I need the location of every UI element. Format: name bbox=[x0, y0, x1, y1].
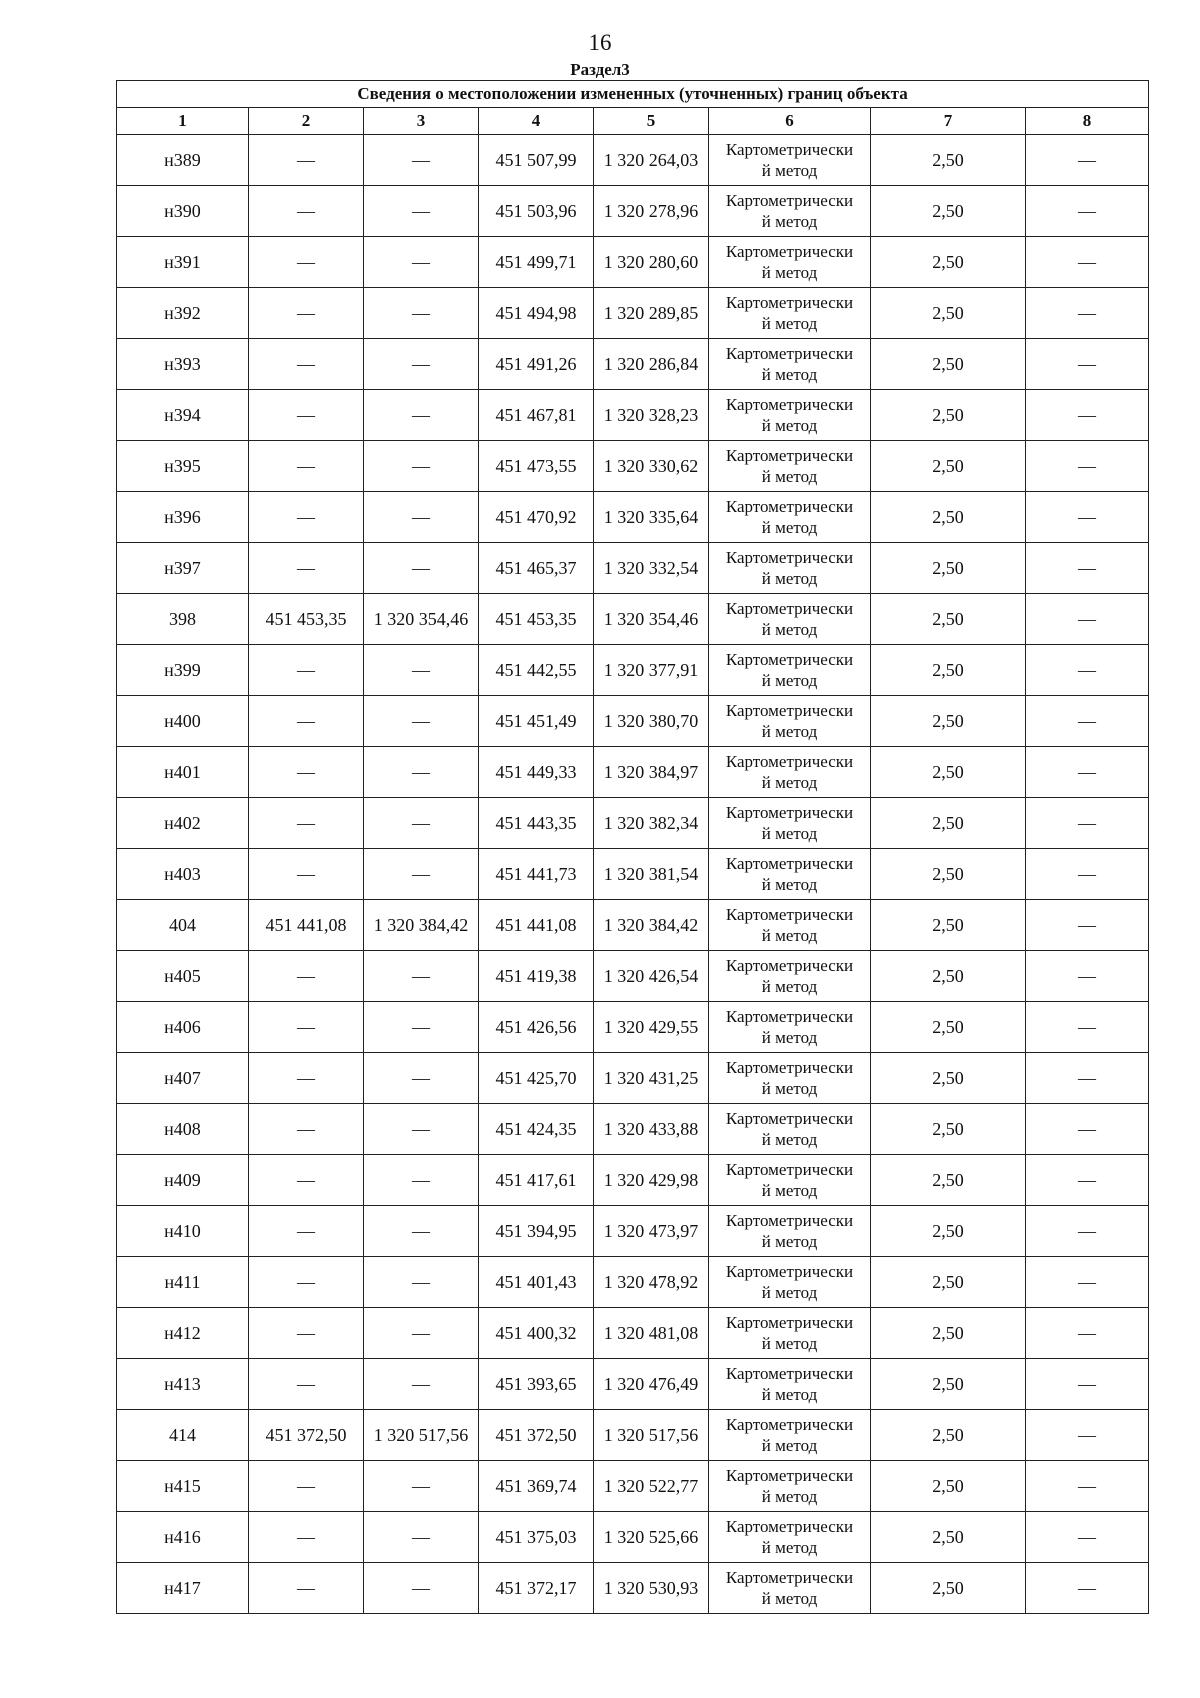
point-number-cell: н393 bbox=[117, 339, 249, 390]
new-y-cell: 1 320 381,54 bbox=[594, 849, 709, 900]
old-x-cell: — bbox=[249, 747, 364, 798]
point-number-cell: н412 bbox=[117, 1308, 249, 1359]
old-y-cell: — bbox=[364, 849, 479, 900]
new-y-cell: 1 320 429,55 bbox=[594, 1002, 709, 1053]
method-cell: Картометрически й метод bbox=[709, 1257, 871, 1308]
description-cell: — bbox=[1026, 441, 1149, 492]
method-cell: Картометрически й метод bbox=[709, 339, 871, 390]
point-number-cell: н392 bbox=[117, 288, 249, 339]
old-y-cell: — bbox=[364, 1257, 479, 1308]
accuracy-cell: 2,50 bbox=[871, 696, 1026, 747]
new-y-cell: 1 320 530,93 bbox=[594, 1563, 709, 1614]
old-y-cell: — bbox=[364, 1512, 479, 1563]
new-y-cell: 1 320 481,08 bbox=[594, 1308, 709, 1359]
description-cell: — bbox=[1026, 288, 1149, 339]
accuracy-cell: 2,50 bbox=[871, 339, 1026, 390]
accuracy-cell: 2,50 bbox=[871, 1512, 1026, 1563]
old-y-cell: — bbox=[364, 1308, 479, 1359]
table-row bbox=[117, 288, 1149, 339]
new-y-cell: 1 320 264,03 bbox=[594, 135, 709, 186]
table-row bbox=[117, 1359, 1149, 1410]
description-cell: — bbox=[1026, 951, 1149, 1002]
old-y-cell: 1 320 384,42 bbox=[364, 900, 479, 951]
new-x-cell: 451 467,81 bbox=[479, 390, 594, 441]
point-number-cell: н396 bbox=[117, 492, 249, 543]
description-cell: — bbox=[1026, 696, 1149, 747]
method-cell: Картометрически й метод bbox=[709, 594, 871, 645]
table-row bbox=[117, 339, 1149, 390]
method-cell: Картометрически й метод bbox=[709, 237, 871, 288]
table-row bbox=[117, 543, 1149, 594]
new-y-cell: 1 320 289,85 bbox=[594, 288, 709, 339]
column-number: 1 bbox=[117, 108, 249, 135]
accuracy-cell: 2,50 bbox=[871, 1206, 1026, 1257]
description-cell: — bbox=[1026, 747, 1149, 798]
description-cell: — bbox=[1026, 1563, 1149, 1614]
old-x-cell: — bbox=[249, 1512, 364, 1563]
new-y-cell: 1 320 426,54 bbox=[594, 951, 709, 1002]
old-x-cell: — bbox=[249, 1257, 364, 1308]
table-row bbox=[117, 1410, 1149, 1461]
new-x-cell: 451 417,61 bbox=[479, 1155, 594, 1206]
new-x-cell: 451 494,98 bbox=[479, 288, 594, 339]
new-x-cell: 451 375,03 bbox=[479, 1512, 594, 1563]
description-cell: — bbox=[1026, 1410, 1149, 1461]
old-y-cell: 1 320 517,56 bbox=[364, 1410, 479, 1461]
method-cell: Картометрически й метод bbox=[709, 288, 871, 339]
point-number-cell: 404 bbox=[117, 900, 249, 951]
old-y-cell: — bbox=[364, 951, 479, 1002]
description-cell: — bbox=[1026, 645, 1149, 696]
method-cell: Картометрически й метод bbox=[709, 849, 871, 900]
method-cell: Картометрически й метод bbox=[709, 1206, 871, 1257]
old-y-cell: — bbox=[364, 1461, 479, 1512]
table-row bbox=[117, 1206, 1149, 1257]
description-cell: — bbox=[1026, 339, 1149, 390]
accuracy-cell: 2,50 bbox=[871, 186, 1026, 237]
new-y-cell: 1 320 384,42 bbox=[594, 900, 709, 951]
old-x-cell: — bbox=[249, 1104, 364, 1155]
table-body bbox=[117, 135, 1149, 1614]
new-y-cell: 1 320 280,60 bbox=[594, 237, 709, 288]
new-y-cell: 1 320 433,88 bbox=[594, 1104, 709, 1155]
old-x-cell: — bbox=[249, 135, 364, 186]
old-y-cell: — bbox=[364, 390, 479, 441]
point-number-cell: н390 bbox=[117, 186, 249, 237]
new-x-cell: 451 470,92 bbox=[479, 492, 594, 543]
table-row bbox=[117, 849, 1149, 900]
accuracy-cell: 2,50 bbox=[871, 1155, 1026, 1206]
accuracy-cell: 2,50 bbox=[871, 747, 1026, 798]
description-cell: — bbox=[1026, 1308, 1149, 1359]
description-cell: — bbox=[1026, 543, 1149, 594]
description-cell: — bbox=[1026, 1155, 1149, 1206]
old-y-cell: — bbox=[364, 288, 479, 339]
new-x-cell: 451 419,38 bbox=[479, 951, 594, 1002]
old-x-cell: — bbox=[249, 237, 364, 288]
table-row bbox=[117, 237, 1149, 288]
column-number: 4 bbox=[479, 108, 594, 135]
old-x-cell: — bbox=[249, 645, 364, 696]
old-y-cell: — bbox=[364, 186, 479, 237]
accuracy-cell: 2,50 bbox=[871, 1563, 1026, 1614]
point-number-cell: н389 bbox=[117, 135, 249, 186]
method-cell: Картометрически й метод bbox=[709, 645, 871, 696]
accuracy-cell: 2,50 bbox=[871, 1410, 1026, 1461]
point-number-cell: н410 bbox=[117, 1206, 249, 1257]
method-cell: Картометрически й метод bbox=[709, 900, 871, 951]
old-x-cell: — bbox=[249, 1053, 364, 1104]
method-cell: Картометрически й метод bbox=[709, 543, 871, 594]
new-x-cell: 451 507,99 bbox=[479, 135, 594, 186]
old-x-cell: — bbox=[249, 1359, 364, 1410]
method-cell: Картометрически й метод bbox=[709, 747, 871, 798]
accuracy-cell: 2,50 bbox=[871, 1359, 1026, 1410]
point-number-cell: н403 bbox=[117, 849, 249, 900]
method-cell: Картометрически й метод bbox=[709, 441, 871, 492]
new-y-cell: 1 320 525,66 bbox=[594, 1512, 709, 1563]
accuracy-cell: 2,50 bbox=[871, 1002, 1026, 1053]
new-x-cell: 451 372,50 bbox=[479, 1410, 594, 1461]
boundary-coordinates-table bbox=[116, 80, 1149, 1614]
point-number-cell: н415 bbox=[117, 1461, 249, 1512]
new-y-cell: 1 320 377,91 bbox=[594, 645, 709, 696]
table-row bbox=[117, 951, 1149, 1002]
method-cell: Картометрически й метод bbox=[709, 1053, 871, 1104]
description-cell: — bbox=[1026, 237, 1149, 288]
table-row bbox=[117, 1461, 1149, 1512]
column-number: 5 bbox=[594, 108, 709, 135]
new-y-cell: 1 320 429,98 bbox=[594, 1155, 709, 1206]
new-x-cell: 451 451,49 bbox=[479, 696, 594, 747]
table-row bbox=[117, 747, 1149, 798]
column-number: 2 bbox=[249, 108, 364, 135]
table-row bbox=[117, 492, 1149, 543]
accuracy-cell: 2,50 bbox=[871, 798, 1026, 849]
new-x-cell: 451 426,56 bbox=[479, 1002, 594, 1053]
accuracy-cell: 2,50 bbox=[871, 237, 1026, 288]
old-x-cell: 451 441,08 bbox=[249, 900, 364, 951]
column-number-row bbox=[117, 108, 1149, 135]
new-x-cell: 451 425,70 bbox=[479, 1053, 594, 1104]
old-x-cell: — bbox=[249, 492, 364, 543]
new-x-cell: 451 442,55 bbox=[479, 645, 594, 696]
old-y-cell: — bbox=[364, 1155, 479, 1206]
old-x-cell: — bbox=[249, 1461, 364, 1512]
accuracy-cell: 2,50 bbox=[871, 645, 1026, 696]
old-x-cell: — bbox=[249, 696, 364, 747]
accuracy-cell: 2,50 bbox=[871, 288, 1026, 339]
point-number-cell: н417 bbox=[117, 1563, 249, 1614]
point-number-cell: н391 bbox=[117, 237, 249, 288]
description-cell: — bbox=[1026, 1206, 1149, 1257]
old-y-cell: 1 320 354,46 bbox=[364, 594, 479, 645]
new-x-cell: 451 465,37 bbox=[479, 543, 594, 594]
column-number: 6 bbox=[709, 108, 871, 135]
table-row bbox=[117, 186, 1149, 237]
accuracy-cell: 2,50 bbox=[871, 594, 1026, 645]
column-number: 7 bbox=[871, 108, 1026, 135]
new-y-cell: 1 320 384,97 bbox=[594, 747, 709, 798]
point-number-cell: н394 bbox=[117, 390, 249, 441]
old-x-cell: — bbox=[249, 288, 364, 339]
old-y-cell: — bbox=[364, 696, 479, 747]
old-x-cell: — bbox=[249, 1563, 364, 1614]
table-row bbox=[117, 696, 1149, 747]
old-x-cell: — bbox=[249, 798, 364, 849]
new-x-cell: 451 441,08 bbox=[479, 900, 594, 951]
page-number: 16 bbox=[588, 30, 612, 55]
new-y-cell: 1 320 380,70 bbox=[594, 696, 709, 747]
section-title: Раздел3 bbox=[570, 60, 630, 79]
description-cell: — bbox=[1026, 798, 1149, 849]
new-x-cell: 451 393,65 bbox=[479, 1359, 594, 1410]
table-row bbox=[117, 390, 1149, 441]
new-x-cell: 451 473,55 bbox=[479, 441, 594, 492]
accuracy-cell: 2,50 bbox=[871, 849, 1026, 900]
description-cell: — bbox=[1026, 1512, 1149, 1563]
old-x-cell: — bbox=[249, 1155, 364, 1206]
method-cell: Картометрически й метод bbox=[709, 1461, 871, 1512]
description-cell: — bbox=[1026, 1104, 1149, 1155]
old-x-cell: — bbox=[249, 186, 364, 237]
new-x-cell: 451 401,43 bbox=[479, 1257, 594, 1308]
point-number-cell: 414 bbox=[117, 1410, 249, 1461]
accuracy-cell: 2,50 bbox=[871, 1053, 1026, 1104]
point-number-cell: 398 bbox=[117, 594, 249, 645]
point-number-cell: н399 bbox=[117, 645, 249, 696]
description-cell: — bbox=[1026, 186, 1149, 237]
new-y-cell: 1 320 522,77 bbox=[594, 1461, 709, 1512]
new-y-cell: 1 320 473,97 bbox=[594, 1206, 709, 1257]
description-cell: — bbox=[1026, 849, 1149, 900]
method-cell: Картометрически й метод bbox=[709, 390, 871, 441]
old-x-cell: 451 453,35 bbox=[249, 594, 364, 645]
description-cell: — bbox=[1026, 1053, 1149, 1104]
description-cell: — bbox=[1026, 135, 1149, 186]
method-cell: Картометрически й метод bbox=[709, 1359, 871, 1410]
table-row bbox=[117, 441, 1149, 492]
accuracy-cell: 2,50 bbox=[871, 1461, 1026, 1512]
method-cell: Картометрически й метод bbox=[709, 1563, 871, 1614]
table-row bbox=[117, 1308, 1149, 1359]
old-x-cell: 451 372,50 bbox=[249, 1410, 364, 1461]
old-y-cell: — bbox=[364, 1359, 479, 1410]
new-y-cell: 1 320 517,56 bbox=[594, 1410, 709, 1461]
table-row bbox=[117, 900, 1149, 951]
method-cell: Картометрически й метод bbox=[709, 798, 871, 849]
description-cell: — bbox=[1026, 492, 1149, 543]
new-x-cell: 451 400,32 bbox=[479, 1308, 594, 1359]
accuracy-cell: 2,50 bbox=[871, 135, 1026, 186]
point-number-cell: н401 bbox=[117, 747, 249, 798]
point-number-cell: н407 bbox=[117, 1053, 249, 1104]
new-y-cell: 1 320 286,84 bbox=[594, 339, 709, 390]
column-number: 8 bbox=[1026, 108, 1149, 135]
old-y-cell: — bbox=[364, 441, 479, 492]
old-x-cell: — bbox=[249, 951, 364, 1002]
new-x-cell: 451 441,73 bbox=[479, 849, 594, 900]
new-y-cell: 1 320 431,25 bbox=[594, 1053, 709, 1104]
method-cell: Картометрически й метод bbox=[709, 1410, 871, 1461]
table-row bbox=[117, 1257, 1149, 1308]
method-cell: Картометрически й метод bbox=[709, 186, 871, 237]
table-row bbox=[117, 1104, 1149, 1155]
description-cell: — bbox=[1026, 1461, 1149, 1512]
table-row bbox=[117, 1563, 1149, 1614]
new-y-cell: 1 320 335,64 bbox=[594, 492, 709, 543]
point-number-cell: н395 bbox=[117, 441, 249, 492]
description-cell: — bbox=[1026, 900, 1149, 951]
new-x-cell: 451 491,26 bbox=[479, 339, 594, 390]
accuracy-cell: 2,50 bbox=[871, 441, 1026, 492]
table-row bbox=[117, 594, 1149, 645]
method-cell: Картометрически й метод bbox=[709, 951, 871, 1002]
table-row bbox=[117, 1512, 1149, 1563]
method-cell: Картометрически й метод bbox=[709, 1308, 871, 1359]
old-x-cell: — bbox=[249, 543, 364, 594]
table-row bbox=[117, 1002, 1149, 1053]
accuracy-cell: 2,50 bbox=[871, 1104, 1026, 1155]
method-cell: Картометрически й метод bbox=[709, 1512, 871, 1563]
accuracy-cell: 2,50 bbox=[871, 900, 1026, 951]
old-y-cell: — bbox=[364, 237, 479, 288]
description-cell: — bbox=[1026, 1257, 1149, 1308]
old-y-cell: — bbox=[364, 135, 479, 186]
column-number: 3 bbox=[364, 108, 479, 135]
table-row bbox=[117, 135, 1149, 186]
new-y-cell: 1 320 478,92 bbox=[594, 1257, 709, 1308]
old-x-cell: — bbox=[249, 339, 364, 390]
accuracy-cell: 2,50 bbox=[871, 543, 1026, 594]
point-number-cell: н413 bbox=[117, 1359, 249, 1410]
point-number-cell: н416 bbox=[117, 1512, 249, 1563]
point-number-cell: н405 bbox=[117, 951, 249, 1002]
accuracy-cell: 2,50 bbox=[871, 492, 1026, 543]
point-number-cell: н411 bbox=[117, 1257, 249, 1308]
old-y-cell: — bbox=[364, 1104, 479, 1155]
new-x-cell: 451 503,96 bbox=[479, 186, 594, 237]
method-cell: Картометрически й метод bbox=[709, 1155, 871, 1206]
old-y-cell: — bbox=[364, 1563, 479, 1614]
method-cell: Картометрически й метод bbox=[709, 1104, 871, 1155]
accuracy-cell: 2,50 bbox=[871, 390, 1026, 441]
new-x-cell: 451 372,17 bbox=[479, 1563, 594, 1614]
new-x-cell: 451 424,35 bbox=[479, 1104, 594, 1155]
new-x-cell: 451 369,74 bbox=[479, 1461, 594, 1512]
description-cell: — bbox=[1026, 594, 1149, 645]
table-row bbox=[117, 1155, 1149, 1206]
accuracy-cell: 2,50 bbox=[871, 951, 1026, 1002]
table-row bbox=[117, 798, 1149, 849]
old-x-cell: — bbox=[249, 441, 364, 492]
table-row bbox=[117, 645, 1149, 696]
table-row bbox=[117, 1053, 1149, 1104]
old-x-cell: — bbox=[249, 390, 364, 441]
table-caption: Сведения о местоположении измененных (уточненных) границ объекта bbox=[117, 81, 1149, 108]
description-cell: — bbox=[1026, 1002, 1149, 1053]
old-y-cell: — bbox=[364, 339, 479, 390]
new-y-cell: 1 320 354,46 bbox=[594, 594, 709, 645]
new-x-cell: 451 499,71 bbox=[479, 237, 594, 288]
method-cell: Картометрически й метод bbox=[709, 1002, 871, 1053]
point-number-cell: н400 bbox=[117, 696, 249, 747]
point-number-cell: н409 bbox=[117, 1155, 249, 1206]
method-cell: Картометрически й метод bbox=[709, 492, 871, 543]
old-x-cell: — bbox=[249, 1206, 364, 1257]
old-y-cell: — bbox=[364, 492, 479, 543]
old-y-cell: — bbox=[364, 798, 479, 849]
new-y-cell: 1 320 382,34 bbox=[594, 798, 709, 849]
old-y-cell: — bbox=[364, 645, 479, 696]
new-y-cell: 1 320 278,96 bbox=[594, 186, 709, 237]
point-number-cell: н397 bbox=[117, 543, 249, 594]
new-x-cell: 451 449,33 bbox=[479, 747, 594, 798]
method-cell: Картометрически й метод bbox=[709, 135, 871, 186]
point-number-cell: н408 bbox=[117, 1104, 249, 1155]
old-x-cell: — bbox=[249, 1308, 364, 1359]
description-cell: — bbox=[1026, 1359, 1149, 1410]
old-x-cell: — bbox=[249, 1002, 364, 1053]
old-x-cell: — bbox=[249, 849, 364, 900]
method-cell: Картометрически й метод bbox=[709, 696, 871, 747]
new-y-cell: 1 320 476,49 bbox=[594, 1359, 709, 1410]
description-cell: — bbox=[1026, 390, 1149, 441]
accuracy-cell: 2,50 bbox=[871, 1257, 1026, 1308]
new-y-cell: 1 320 328,23 bbox=[594, 390, 709, 441]
point-number-cell: н402 bbox=[117, 798, 249, 849]
old-y-cell: — bbox=[364, 543, 479, 594]
new-x-cell: 451 443,35 bbox=[479, 798, 594, 849]
old-y-cell: — bbox=[364, 747, 479, 798]
new-y-cell: 1 320 330,62 bbox=[594, 441, 709, 492]
accuracy-cell: 2,50 bbox=[871, 1308, 1026, 1359]
old-y-cell: — bbox=[364, 1053, 479, 1104]
new-x-cell: 451 453,35 bbox=[479, 594, 594, 645]
point-number-cell: н406 bbox=[117, 1002, 249, 1053]
old-y-cell: — bbox=[364, 1206, 479, 1257]
new-y-cell: 1 320 332,54 bbox=[594, 543, 709, 594]
old-y-cell: — bbox=[364, 1002, 479, 1053]
new-x-cell: 451 394,95 bbox=[479, 1206, 594, 1257]
